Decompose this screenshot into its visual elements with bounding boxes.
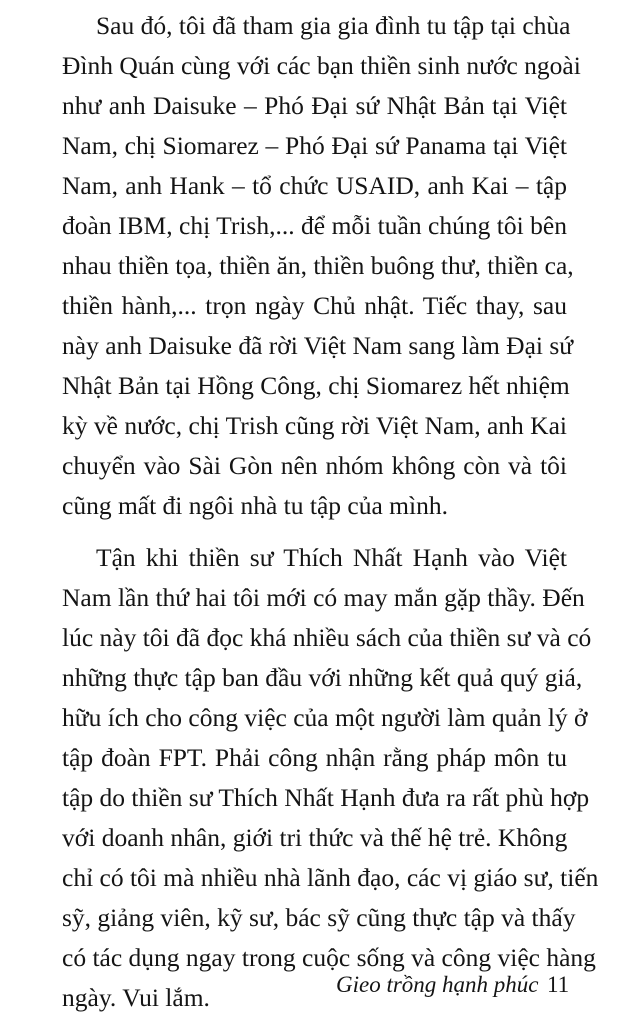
text-line: Nam, chị Siomarez – Phó Đại sứ Panama tại Việt <box>62 131 567 160</box>
text-line: cũng mất đi ngôi nhà tu tập của mình. <box>62 491 448 520</box>
text-line: Nam, anh Hank – tổ chức USAID, anh Kai – tập <box>62 171 567 200</box>
running-footer-title: Gieo trồng hạnh phúc <box>336 972 539 997</box>
text-line: ngày. Vui lắm. <box>62 983 210 1012</box>
text-line: những thực tập ban đầu với những kết quả quý giá, <box>62 663 583 692</box>
text-line: kỳ về nước, chị Trish cũng rời Việt Nam, anh Kai <box>62 411 567 440</box>
text-line: hữu ích cho công việc của một người làm quản lý ở <box>62 703 588 732</box>
text-line: lúc này tôi đã đọc khá nhiều sách của thiền sư và có <box>62 623 592 652</box>
text-line: Tận khi thiền sư Thích Nhất Hạnh vào Việt <box>96 543 567 572</box>
text-line: chỉ có tôi mà nhiều nhà lãnh đạo, các vị giáo sư, tiến <box>62 863 599 892</box>
text-line: nhau thiền tọa, thiền ăn, thiền buông thư, thiền ca, <box>62 251 574 280</box>
text-line: Nam lần thứ hai tôi mới có may mắn gặp thầy. Đến <box>62 583 585 612</box>
text-line: như anh Daisuke – Phó Đại sứ Nhật Bản tại Việt <box>62 91 567 120</box>
text-line: Sau đó, tôi đã tham gia gia đình tu tập tại chùa <box>96 11 571 40</box>
text-line: sỹ, giảng viên, kỹ sư, bác sỹ cũng thực tập và thấy <box>62 903 576 932</box>
text-line: tập đoàn FPT. Phải công nhận rằng pháp môn tu <box>62 743 567 772</box>
text-line: Đình Quán cùng với các bạn thiền sinh nước ngoài <box>62 51 581 80</box>
text-line: đoàn IBM, chị Trish,... để mỗi tuần chúng tôi bên <box>62 211 567 240</box>
text-line: này anh Daisuke đã rời Việt Nam sang làm Đại sứ <box>62 331 574 360</box>
page-number: 11 <box>547 972 570 997</box>
text-line: có tác dụng ngay trong cuộc sống và công việc hàng <box>62 943 596 972</box>
text-line: Nhật Bản tại Hồng Công, chị Siomarez hết nhiệm <box>62 371 570 400</box>
text-line: với doanh nhân, giới tri thức và thế hệ trẻ. Không <box>62 823 568 852</box>
text-line: chuyển vào Sài Gòn nên nhóm không còn và tôi <box>62 451 567 480</box>
text-line: thiền hành,... trọn ngày Chủ nhật. Tiếc thay, sau <box>62 291 567 320</box>
text-line: tập do thiền sư Thích Nhất Hạnh đưa ra rất phù hợp <box>62 783 590 812</box>
